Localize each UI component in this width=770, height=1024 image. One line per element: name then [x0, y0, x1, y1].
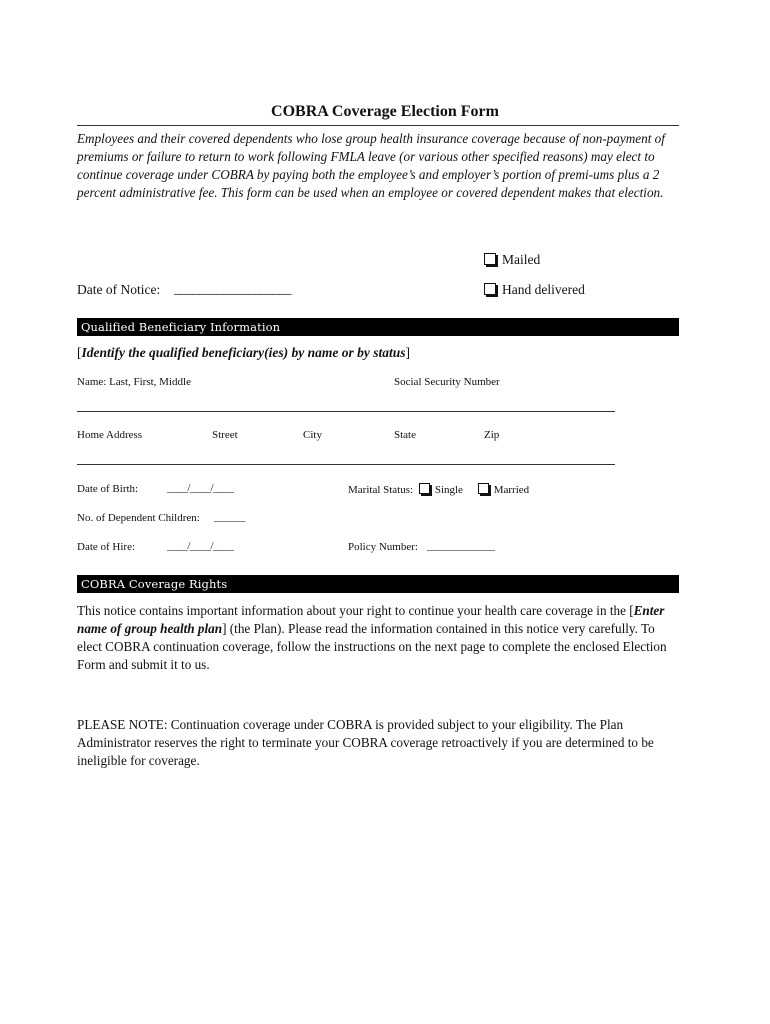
- dob-field[interactable]: ____/____/____: [167, 482, 234, 494]
- beneficiary-instruction: [77, 345, 410, 361]
- policy-field[interactable]: _____________: [427, 540, 495, 552]
- instruction-open-bracket: [: [77, 345, 82, 360]
- name-ssn-line[interactable]: [77, 411, 615, 412]
- zip-label: Zip: [484, 429, 500, 441]
- home-address-label: Home Address: [77, 429, 143, 441]
- intro-paragraph: Employees and their covered dependents who lose group health insurance coverage because of non-payment of premiums or failure to return to work following FMLA leave (or various other specified reasons) may elect to continue coverage under COBRA by paying both the employee’s and employer’s portion of premi-ums plus a 2 percent administrative fee. This form can be used when an employee or covered dependent makes that election.: [77, 131, 665, 200]
- coverage-rights-heading: COBRA Coverage Rights: [77, 575, 679, 593]
- hand-delivered-option[interactable]: [484, 282, 585, 298]
- name-label: Name: Last, First, Middle: [77, 376, 191, 388]
- instruction-close-bracket: ]: [405, 345, 410, 360]
- marital-status: [348, 483, 529, 496]
- mailed-checkbox[interactable]: [484, 253, 496, 265]
- street-label: Street: [212, 429, 238, 441]
- married-label: Married: [493, 484, 530, 496]
- hire-field[interactable]: ____/____/____: [167, 540, 234, 552]
- mailed-option[interactable]: [484, 252, 540, 268]
- single-label: Single: [434, 484, 463, 496]
- hand-delivered-checkbox[interactable]: [484, 283, 496, 295]
- policy-label: Policy Number:: [348, 541, 418, 553]
- dob-label: Date of Birth:: [77, 483, 139, 495]
- qualified-beneficiary-heading: Qualified Beneficiary Information: [77, 318, 679, 336]
- date-of-notice-label: Date of Notice:: [77, 282, 161, 297]
- dependents-field[interactable]: ______: [214, 511, 246, 523]
- date-of-notice-field[interactable]: ___________________: [174, 281, 291, 296]
- marital-status-label: Marital Status:: [348, 484, 414, 496]
- hire-label: Date of Hire:: [77, 541, 136, 553]
- rights-text-end: ] (the Plan). Please read the information contained in this notice very carefully. To elect COBRA continuation coverage, follow the instructions on the next page to complete the enclosed Election Form and submit it to us.: [77, 621, 667, 672]
- single-checkbox[interactable]: [419, 483, 430, 494]
- address-line[interactable]: [77, 464, 615, 465]
- state-label: State: [394, 429, 416, 441]
- form-title: COBRA Coverage Election Form: [271, 103, 499, 120]
- city-label: City: [303, 429, 322, 441]
- please-note-paragraph: PLEASE NOTE: Continuation coverage under COBRA is provided subject to your eligibility. The Plan Administrator reserves the right to terminate your COBRA coverage retroactively if you are determined to be ineligible for coverage.: [77, 717, 654, 768]
- hand-delivered-label: Hand delivered: [502, 282, 585, 297]
- title-rule: [77, 125, 679, 126]
- instruction-text: Identify the qualified beneficiary(ies) by name or by status: [81, 345, 406, 360]
- ssn-label: Social Security Number: [394, 376, 500, 388]
- mailed-label: Mailed: [502, 252, 541, 267]
- plan-name-placeholder: Enter name of group health plan: [77, 603, 665, 636]
- rights-text-start: This notice contains important information about your right to continue your health care coverage in the [: [77, 603, 634, 618]
- rights-paragraph: [77, 602, 681, 674]
- married-checkbox[interactable]: [478, 483, 489, 494]
- dependents-label: No. of Dependent Children:: [77, 512, 200, 524]
